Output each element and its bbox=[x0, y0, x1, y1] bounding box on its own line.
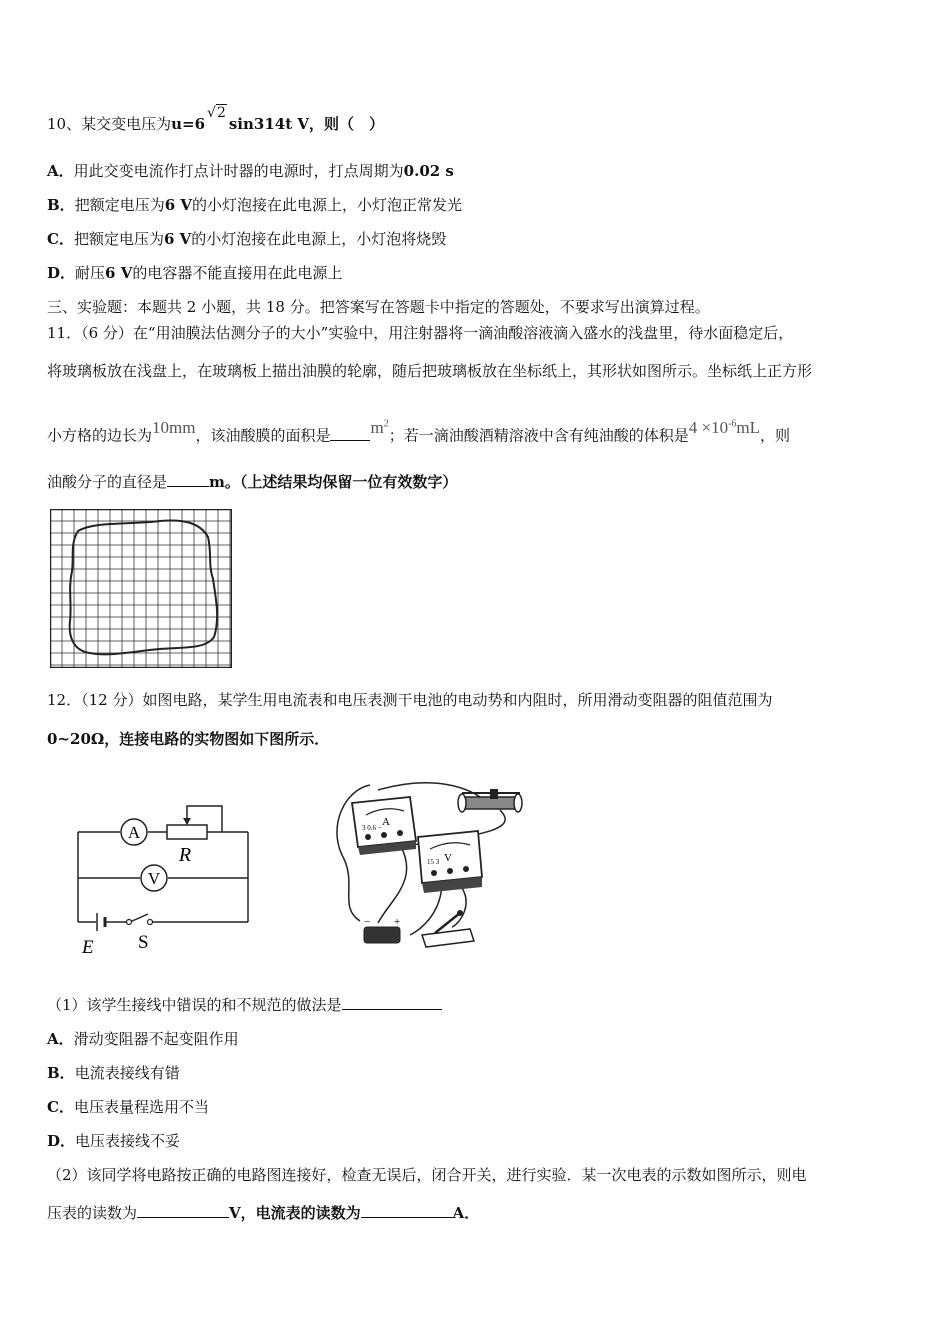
text-segment: （1）该学生接线中错误的和不规范的做法是 bbox=[47, 996, 342, 1014]
q12-sub1 bbox=[47, 995, 442, 1015]
option-label: B． bbox=[47, 196, 75, 214]
rheostat-device bbox=[458, 789, 522, 812]
q11-line-1: 11．（6 分）在“用油膜法估测分子的大小”实验中，用注射器将一滴油酸溶液滴入盛水的浅盘里，待水面稳定后， bbox=[47, 324, 794, 342]
q10-option-b bbox=[47, 195, 462, 215]
text-segment: 小方格的边长为 bbox=[47, 426, 153, 445]
oil-film-outline bbox=[70, 521, 217, 655]
slider-arrow-icon bbox=[183, 818, 191, 825]
text-segment: 油酸分子的直径是 bbox=[47, 473, 168, 491]
option-text: 电压表接线不妥 bbox=[75, 1132, 181, 1150]
option-value: 6 V bbox=[105, 264, 133, 282]
option-label: A． bbox=[47, 162, 74, 180]
answer-blank-area bbox=[330, 426, 370, 441]
answer-blank-current bbox=[361, 1203, 453, 1218]
q11-line-3 bbox=[47, 417, 791, 446]
ammeter-device-scale: 3 0.6 − bbox=[362, 824, 382, 832]
formula-side-length: 10mm bbox=[152, 417, 196, 437]
text-segment: ，该油酸膜的面积是 bbox=[195, 426, 331, 445]
text-segment: ，则 bbox=[760, 426, 791, 445]
option-tail: 的小灯泡接在此电源上，小灯泡将烧毁 bbox=[191, 230, 447, 248]
text-segment: 压表的读数为 bbox=[47, 1204, 138, 1222]
option-tail: 的小灯泡接在此电源上，小灯泡正常发光 bbox=[192, 196, 463, 214]
formula-volume bbox=[689, 418, 760, 437]
q12-line-2: 0~20Ω，连接电路的实物图如下图所示． bbox=[47, 730, 330, 748]
option-value: 0.02 s bbox=[403, 162, 454, 180]
formula-area-unit bbox=[370, 418, 388, 437]
q11-line-2: 将玻璃板放在浅盘上，在玻璃板上描出油膜的轮廓，随后把玻璃板放在坐标纸上，其形状如图所示。坐标纸上正方形 bbox=[47, 362, 813, 380]
q12-option-d bbox=[47, 1131, 180, 1151]
battery-pos-label: + bbox=[394, 916, 401, 928]
switch-contact bbox=[127, 920, 132, 925]
q12-sub2-line-2 bbox=[47, 1203, 479, 1223]
option-text: 电流表接线有错 bbox=[74, 1064, 180, 1082]
option-text: 用此交变电流作打点计时器的电源时，打点周期为 bbox=[73, 162, 404, 180]
ammeter-label: A bbox=[127, 823, 141, 842]
switch-contact bbox=[148, 920, 153, 925]
option-value: 6 V bbox=[164, 196, 193, 214]
option-label: D． bbox=[47, 264, 76, 282]
voltmeter-label: V bbox=[147, 869, 161, 888]
unit-base: m bbox=[370, 417, 384, 437]
resistor-label: R bbox=[178, 844, 192, 866]
battery-device bbox=[364, 916, 400, 943]
oil-film-grid-figure bbox=[50, 509, 232, 668]
option-label: D． bbox=[47, 1132, 76, 1150]
circuit-diagram bbox=[70, 800, 255, 960]
option-label: A． bbox=[47, 1030, 74, 1048]
q10-option-c bbox=[47, 229, 446, 249]
voltmeter-device-label: V bbox=[444, 852, 452, 864]
switch-device bbox=[422, 910, 474, 947]
q10-suffix: sin314t V，则（ ） bbox=[228, 115, 385, 133]
voltmeter-device bbox=[418, 831, 482, 893]
sqrt-value: 2 bbox=[216, 105, 226, 121]
voltmeter-device-scale: 15 3 bbox=[427, 858, 440, 866]
section-heading: 三、实验题：本题共 2 小题，共 18 分。把答案写在答题卡中指定的答题处，不要求写出演算过程。 bbox=[47, 298, 710, 316]
apparatus-diagram bbox=[330, 775, 535, 950]
text-segment: m。（上述结果均保留一位有效数字） bbox=[209, 473, 458, 491]
q11-line-4 bbox=[47, 472, 457, 492]
text-segment: A． bbox=[452, 1204, 480, 1222]
battery-label: E bbox=[82, 937, 94, 958]
sqrt-symbol: √2 bbox=[207, 105, 226, 121]
q12-option-b bbox=[47, 1063, 180, 1083]
ammeter-device bbox=[352, 797, 416, 855]
option-text: 电压表量程选用不当 bbox=[73, 1098, 209, 1116]
volume-unit: mL bbox=[736, 417, 761, 437]
q12-line-1: 12．（12 分）如图电路，某学生用电流表和电压表测干电池的电动势和内阻时，所用滑动变阻器的阻值范围为 bbox=[47, 691, 773, 709]
text-segment: V，电流表的读数为 bbox=[229, 1204, 361, 1222]
q10-u: u=6 bbox=[171, 115, 206, 133]
switch-label: S bbox=[138, 932, 149, 953]
volume-sup: -6 bbox=[728, 418, 737, 429]
q10-option-a bbox=[47, 161, 454, 181]
option-text: 滑动变阻器不起变阻作用 bbox=[73, 1030, 239, 1048]
q10-option-d bbox=[47, 263, 342, 283]
option-text: 耐压 bbox=[75, 264, 106, 282]
q12-sub2-line-1: （2）该同学将电路按正确的电路图连接好，检查无误后，闭合开关，进行实验．某一次电表的示数如图所示，则电 bbox=[47, 1166, 807, 1184]
option-text: 把额定电压为 bbox=[73, 230, 164, 248]
answer-blank-diameter bbox=[167, 472, 209, 487]
unit-sup: 2 bbox=[383, 418, 389, 429]
q12-option-a bbox=[47, 1029, 239, 1049]
option-text: 把额定电压为 bbox=[74, 196, 165, 214]
option-value: 6 V bbox=[163, 230, 192, 248]
resistor-symbol bbox=[167, 825, 207, 839]
battery-neg-label: − bbox=[364, 916, 371, 928]
option-label: B． bbox=[47, 1064, 75, 1082]
option-label: C． bbox=[47, 1098, 74, 1116]
answer-blank-voltage bbox=[137, 1203, 229, 1218]
q10-stem bbox=[47, 105, 385, 135]
q12-option-c bbox=[47, 1097, 209, 1117]
q10-prefix: 10、某交变电压为 bbox=[47, 115, 172, 133]
option-tail: 的电容器不能直接用在此电源上 bbox=[132, 264, 343, 282]
ammeter-device-label: A bbox=[382, 816, 390, 828]
volume-base: 4 ×10 bbox=[688, 417, 729, 437]
option-label: C． bbox=[47, 230, 74, 248]
text-segment: ；若一滴油酸酒精溶液中含有纯油酸的体积是 bbox=[388, 426, 689, 445]
answer-blank-sub1 bbox=[342, 995, 442, 1010]
